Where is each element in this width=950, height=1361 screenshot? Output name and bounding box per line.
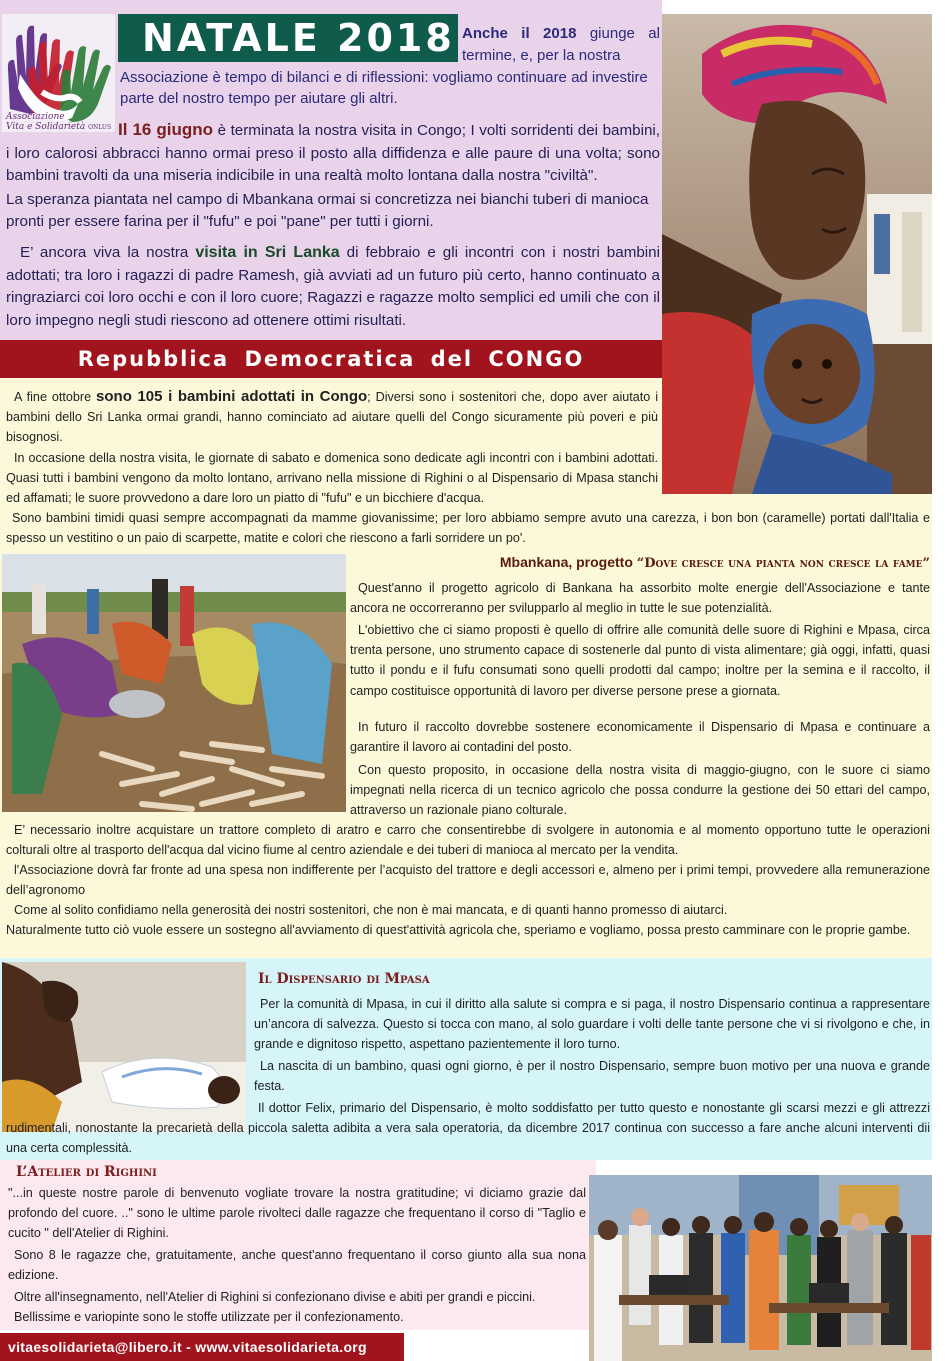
- intro-p4-text: di febbraio e gli incontri con i nostri bambini adottati; tra loro i ragazzi di padre Ramesh, già avviati ad un futuro più certo, hanno continuato a ringraziarci coi loro occhi e con il loro cuore; Ragazzi e ragazze molto semplici ed umili che con il loro impegno negli studi riescono ad ottenere ottimi risultati.: [6, 244, 660, 329]
- adopted-children-highlight: sono 105 i bambini adottati in Congo: [96, 388, 368, 405]
- logo-caption-line1: Associazione: [6, 112, 65, 122]
- atelier-paragraph-2: Sono 8 le ragazze che, gratuitamente, anche quest'anno frequentano il corso giunto alla sua nona edizione.: [8, 1248, 586, 1283]
- photo-mother-and-child: [662, 14, 932, 494]
- intro-year-highlight: Anche il 2018: [462, 25, 577, 42]
- mbankana-paragraph-2: L'obiettivo che ci siamo proposti è quello di offrire alle comunità delle suore di Righini e Mpasa, circa trenta persone, uno strumento capace di sostenerle dal punto di vista alimentare; già oggi, infatti, quasi tutto il pondu e il fufu consumati sono quelli prodotti dal campo; inoltre per la semina e il raccolto, il campo costituisce opportunità di lavoro per diverse persone prese a giornata.: [350, 623, 930, 698]
- mbankana-paragraph-1: Quest'anno il progetto agricolo di Bankana ha assorbito molte energie dell'Associazione e tante ancora ne occorreranno per svilupparlo al meglio in tutte le sue potenzialità.: [350, 581, 930, 616]
- dispensario-paragraph-1: Per la comunità di Mpasa, in cui il diritto alla salute si compra e si paga, il nostro Dispensario continua a rappresentare un’ancora di salvezza. Questo si tocca con mano, al solo guardare i volti delle tante persone che vi si rivolgono e che, in grande e dignitoso rispetto, aspettano pazientemente il loro turno.: [254, 997, 930, 1052]
- congo-paragraph-3: Sono bambini timidi quasi sempre accompagnati da mamme giovanissime; per loro abbiamo sempre avuto una carezza, i bon bon (caramelle) portati dall'Italia e spesso un vestitino o un paio di scarpette, matite e colori che riescono a farli sorridere un po'.: [6, 511, 930, 546]
- mother-child-image: [662, 14, 932, 494]
- dispensario-paragraph-2: La nascita di un bambino, quasi ogni giorno, è per il nostro Dispensario, sempre buon motivo per una nuova e grande festa.: [254, 1059, 930, 1094]
- mbankana-paragraph-7: [6, 900, 930, 940]
- intro-p2-text: è terminata la nostra visita in Congo; I volti sorridenti dei bambini, i loro calorosi abbracci hanno ormai preso il posto alla diffidenza e alle paure di una volta; sono bambini travolti da una miseria indicibile in una realtà molto lontana dalla nostra "civiltà".: [6, 122, 660, 184]
- atelier-p3-line2: Bellissime e variopinte sono le stoffe utilizzate per il confezionamento.: [14, 1310, 404, 1325]
- mbankana-paragraph-5: E’ necessario inoltre acquistare un trattore completo di aratro e carro che consentirebbe di svolgere in autonomia e al momento opportuno tutte le operazioni colturali oltre al trasporto dell'acqua dal vicino fiume al centro aziendale e dei tuberi di manioca al mercato per la vendita.: [6, 823, 930, 858]
- footer-contacts: vitaesolidarieta@libero.it - www.vitaesolidarieta.org: [0, 1333, 404, 1361]
- dispensario-title: Il Dispensario di Mpasa: [258, 971, 430, 987]
- photo-cassava-harvest: [2, 554, 346, 812]
- atelier-p3-line1: Oltre all'insegnamento, nell'Atelier di Righini si confezionano divise e abiti per grandi e piccini.: [14, 1290, 536, 1304]
- mbankana-title-place: Mbankana, progetto: [499, 554, 637, 570]
- congo-paragraph-1: [6, 387, 658, 448]
- intro-paragraph-1: Associazione è tempo di bilanci e di riflessioni: vogliamo continuare ad investire parte del nostro tempo per aiutare gli altri.: [120, 69, 648, 107]
- logo-caption-onlus: ONLUS: [88, 124, 112, 131]
- photo-atelier-group: [589, 1175, 932, 1361]
- page-title: NATALE 2018: [118, 14, 458, 62]
- dispensario-paragraph-3: Il dottor Felix, primario del Dispensario, è molto soddisfatto per tutto questo e nonostante gli scarsi mezzi e gli attrezzi rudimentali, nonostante la precarietà della piccola saletta adibita a vera sala operatoria, da dicembre 2017 continua con successo a fare anche alcuni interventi dii una certa complessità.: [6, 1101, 930, 1156]
- intro-p4-start: E’ ancora viva la nostra: [20, 244, 196, 261]
- mbankana-paragraph-3: In futuro il raccolto dovrebbe sostenere economicamente il Dispensario di Mpasa e continuare a garantire il lavoro ai contadini del posto.: [350, 720, 930, 755]
- logo-caption-line2: Vita e Solidarietà: [6, 122, 86, 132]
- atelier-paragraph-1: "...in queste nostre parole di benvenuto vogliate trovare la nostra gratitudine; vi diciamo grazie dal profondo del cuore. .." sono le ultime parole rivolteci dalle ragazze che frequentano il corso di "Taglio e cucito " dell'Atelier di Righini.: [8, 1186, 586, 1241]
- mbankana-p7-line1: Come al solito confidiamo nella generosità dei nostri sostenitori, che non è mai mancata, e di quanti hanno promesso di aiutarci.: [14, 903, 728, 917]
- mbankana-title: [348, 553, 930, 573]
- congo-paragraph-2: In occasione della nostra visita, le giornate di sabato e domenica sono dedicate agli incontri con i bambini adottati. Quasi tutti i bambini vengono da molto lontano, arrivano nella missione di Righini o al Dispensario di Mpasa stanchi ed affamati; le suore provvedono a dare loro un piatto di "fufu" e un bicchiere d'acqua.: [6, 451, 658, 506]
- mbankana-p7-line2: Naturalmente tutto ciò vuole essere un sostegno all'avviamento di quest'attività agricola che, speriamo e vogliamo, possa presto camminare con le proprie gambe.: [6, 923, 911, 938]
- cassava-harvest-image: [2, 554, 346, 812]
- atelier-group-image: [589, 1175, 932, 1361]
- congo-p1-start: A fine ottobre: [14, 390, 97, 404]
- congo-p1-text: ; Diversi sono i sostenitori che, dopo aver aiutato i bambini dello Sri Lanka ormai grandi, hanno cominciato ad aiutare quelli del Congo sicuramente più poveri e più bisognosi.: [6, 390, 659, 445]
- intro-paragraph-4: [6, 242, 660, 332]
- mbankana-paragraph-6: l'Associazione dovrà far fronte ad una spesa non indifferente per l’acquisto del trattore e degli accessori e, almeno per i primi tempi, provvedere alla remunerazione dell’agronomo: [6, 863, 930, 898]
- mbankana-project-name: “Dove cresce una pianta non cresce la fame”: [636, 556, 930, 571]
- intro-srilanka-highlight: visita in Sri Lanka: [195, 244, 340, 261]
- intro-paragraph-3: La speranza piantata nel campo di Mbankana ormai si concretizza nei bianchi tuberi di manioca pronti per essere farina per il "fufu" e poi "pane" per tutti i giorni.: [6, 191, 649, 230]
- mbankana-paragraph-4: Con questo proposito, in occasione della nostra visita di maggio-giugno, con le suore ci siamo impegnati nella ricerca di un tecnico agricolo che possa condurre la gestione dei 50 ettari del campo, attraverso un razionale piano colturale.: [350, 763, 930, 818]
- atelier-title: L’Atelier di Righini: [16, 1164, 157, 1180]
- intro-paragraph-1-head: [462, 23, 660, 67]
- atelier-paragraph-3: [8, 1287, 586, 1327]
- congo-section-banner: Repubblica Democratica del CONGO: [0, 340, 662, 378]
- intro-p1-head-text: giunge al termine, e, per la nostra: [462, 25, 660, 64]
- intro-date-highlight: Il 16 giugno: [118, 120, 214, 139]
- intro-paragraph-2: [6, 119, 660, 188]
